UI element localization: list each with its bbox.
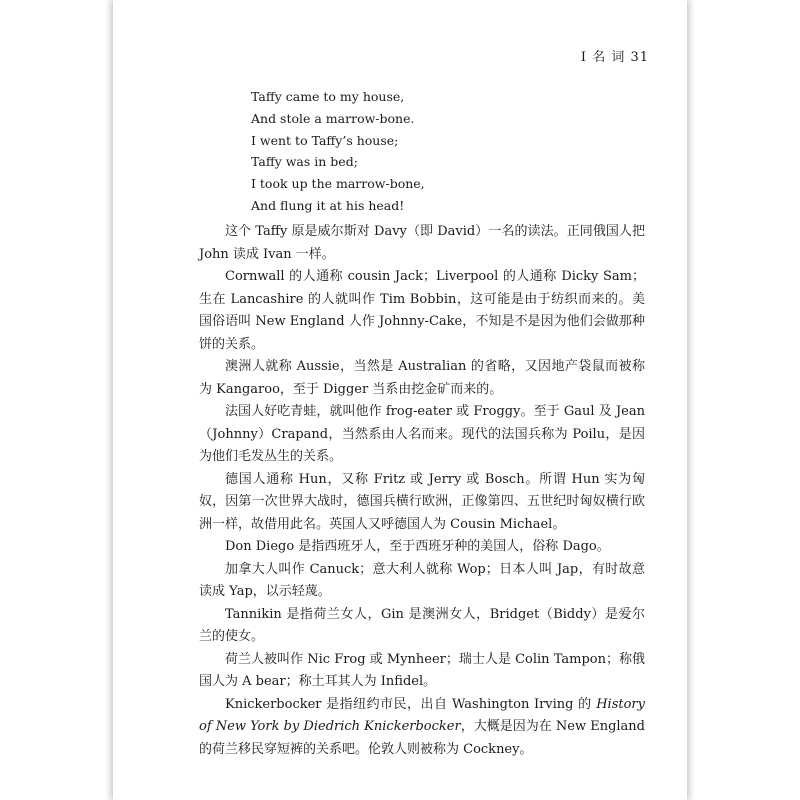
paragraph: 荷兰人被叫作 Nic Frog 或 Mynheer；瑞士人是 Colin Tampon；称俄国人为 A bear；称土耳其人为 Infidel。 xyxy=(199,651,645,689)
paragraph: 这个 Taffy 原是威尔斯对 Davy（即 David）一名的读法。正同俄国人把John 读成 Ivan 一样。 xyxy=(199,224,645,262)
poem-line: And stole a marrow-bone. xyxy=(251,110,415,126)
paragraph: Tannikin 是指荷兰女人，Gin 是澳洲女人，Bridget（Biddy）是爱尔兰的使女。 xyxy=(199,606,645,644)
paragraph-text: ，大概是因为在 New England 的荷兰移民穿短裤的关系吧。伦敦人则被称为 Cockney。 xyxy=(199,719,645,757)
running-header: I 名 词 31 xyxy=(580,50,649,65)
poem-line: And flung it at his head! xyxy=(251,197,405,213)
poem-line: I went to Taffy’s house; xyxy=(251,132,399,148)
paragraph-text: Knickerbocker 是指纽约市民，出自 Washington Irving 的 xyxy=(225,696,597,712)
book-title: History of New York by Diedrich Knickerbocker xyxy=(199,696,645,734)
paragraph: 澳洲人就称 Aussie，当然是 Australian 的省略，又因地产袋鼠而被称为 Kangaroo，至于 Digger 当系由挖金矿而来的。 xyxy=(199,359,645,397)
paragraph: 法国人好吃青蛙，就叫他作 frog-eater 或 Froggy。至于 Gaul 及 Jean（Johnny）Crapand，当然系由人名而来。现代的法国兵称为 Poilu，是因为他们毛发丛生的关系。 xyxy=(199,404,645,464)
paragraph: Cornwall 的人通称 cousin Jack；Liverpool 的人通称 Dicky Sam；生在 Lancashire 的人就叫作 Tim Bobbin，这可能是由于纺织而来的。美国俗语叫 New England 人作 Johnny-Cake，不知是不是因为他们会做那种饼的关系。 xyxy=(199,269,645,352)
paragraph: 德国人通称 Hun，又称 Fritz 或 Jerry 或 Bosch。所谓 Hun 实为匈奴，因第一次世界大战时，德国兵横行欧洲，正像第四、五世纪时匈奴横行欧洲一样，故借用此名。英国人又呼德国人为 Cousin Michael。 xyxy=(199,471,645,532)
poem-line: Taffy came to my house, xyxy=(251,89,405,104)
poem-line: I took up the marrow-bone, xyxy=(251,176,425,192)
paragraph: 加拿大人叫作 Canuck；意大利人就称 Wop；日本人叫 Jap，有时故意读成 Yap，以示轻蔑。 xyxy=(199,561,645,599)
poem-line: Taffy was in bed; xyxy=(251,154,358,170)
paragraph: Don Diego 是指西班牙人，至于西班牙种的美国人，俗称 Dago。 xyxy=(225,539,610,554)
body-text xyxy=(199,221,645,761)
poem-block xyxy=(251,86,425,217)
book-page xyxy=(113,0,687,800)
paragraph-knickerbocker xyxy=(199,694,645,762)
